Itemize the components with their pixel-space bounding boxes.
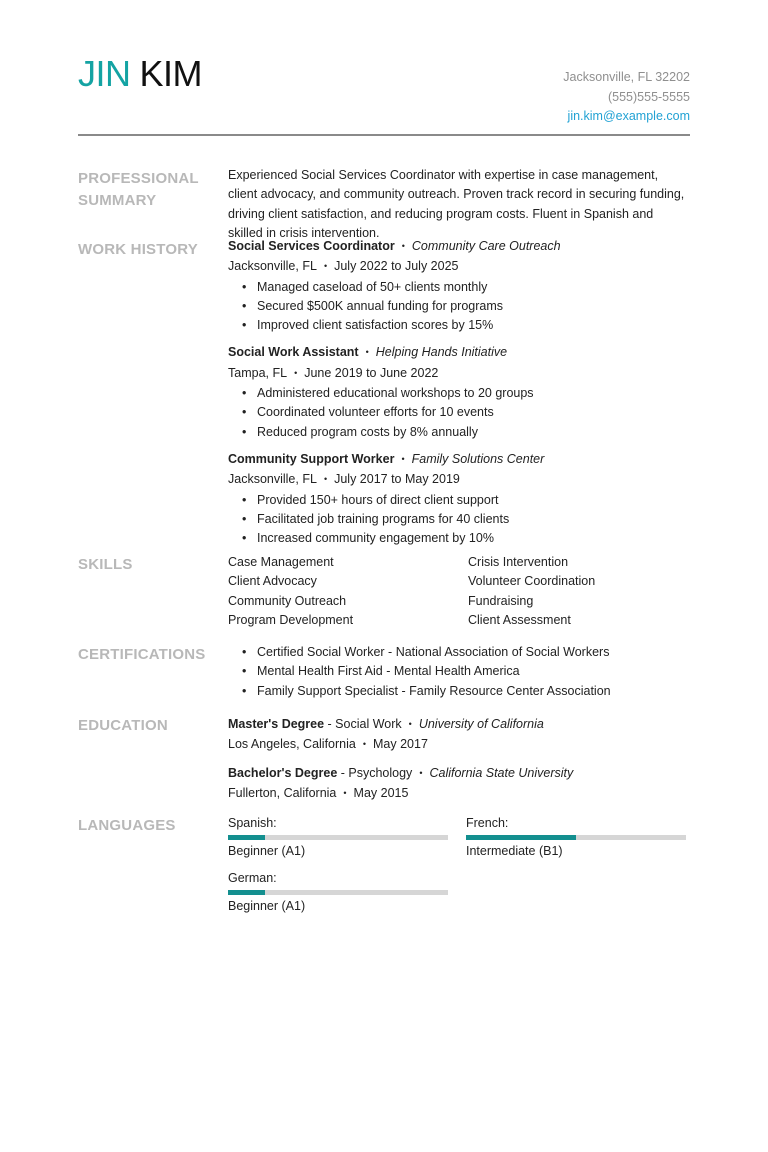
work-history-heading: WORK HISTORY <box>78 241 198 258</box>
education-entry <box>228 715 690 756</box>
language-entry <box>228 814 466 861</box>
separator-dot: • <box>362 739 367 750</box>
certification-item: • Mental Health First Aid - Mental Health America <box>257 662 690 681</box>
separator-dot: • <box>323 261 328 272</box>
separator-dot: • <box>365 347 369 358</box>
graduation-date: May 2015 <box>353 785 409 800</box>
degree: Master's Degree <box>228 717 325 731</box>
candidate-name <box>78 52 202 96</box>
certification-item: • Certified Social Worker - National Association of Social Workers <box>257 643 690 662</box>
job-dates: July 2017 to May 2019 <box>334 472 460 487</box>
language-entry <box>228 869 466 916</box>
education-body <box>228 715 690 812</box>
job-organization: Community Care Outreach <box>411 239 561 253</box>
job-bullet: • Facilitated job training programs for 40 clients <box>257 510 690 529</box>
job-bullet: • Reduced program costs by 8% annually <box>257 423 690 442</box>
job-bullets <box>228 384 690 442</box>
job-bullet: • Secured $500K annual funding for programs <box>257 297 690 316</box>
skill-item: Fundraising <box>468 593 534 608</box>
job-title: Social Work Assistant <box>228 345 359 360</box>
job-title: Community Support Worker <box>228 451 395 466</box>
separator-dot: • <box>401 453 405 464</box>
resume-header <box>78 0 690 136</box>
skill-item: Community Outreach <box>228 593 347 608</box>
summary-body <box>228 166 690 243</box>
job-bullet: • Managed caseload of 50+ clients monthly <box>257 278 690 297</box>
job-entry <box>228 237 690 335</box>
language-name: Spanish: <box>228 816 277 830</box>
certification-list <box>228 643 690 701</box>
skill-item: Program Development <box>228 612 354 627</box>
summary-heading: PROFESSIONAL SUMMARY <box>78 170 199 209</box>
skills-heading: SKILLS <box>78 556 133 573</box>
graduation-date: May 2017 <box>373 737 428 752</box>
degree-field: - Psychology <box>337 765 413 780</box>
job-title: Social Services Coordinator <box>228 239 395 253</box>
proficiency-bar <box>228 835 448 840</box>
job-bullet: • Administered educational workshops to 20 groups <box>257 384 690 403</box>
job-location: Jacksonville, FL <box>228 259 317 274</box>
job-bullet: • Provided 150+ hours of direct client support <box>257 491 690 510</box>
proficiency-fill <box>228 890 265 895</box>
summary-text: Experienced Social Services Coordinator with expertise in case management, client advocacy, and community outreach. Proven track record in securing funding, driving client satisfaction, and reducing program costs. Fluent in Spanish and skilled in crisis intervention. <box>228 168 685 240</box>
skill-item: Case Management <box>228 555 334 569</box>
skill-item: Client Assessment <box>468 612 571 627</box>
job-bullets <box>228 491 690 549</box>
degree-field: - Social Work <box>324 717 402 731</box>
separator-dot: • <box>323 474 328 485</box>
skill-item: Crisis Intervention <box>468 555 569 569</box>
school-location: Los Angeles, California <box>228 737 356 752</box>
job-bullet: • Improved client satisfaction scores by 15% <box>257 316 690 335</box>
contact-email[interactable]: jin.kim@example.com <box>567 109 690 123</box>
job-entry <box>228 450 690 548</box>
skill-item: Volunteer Coordination <box>468 574 596 589</box>
degree: Bachelor's Degree <box>228 765 338 780</box>
language-name: French: <box>466 816 509 830</box>
proficiency-bar <box>466 835 686 840</box>
language-entry <box>466 814 690 861</box>
job-organization: Helping Hands Initiative <box>375 345 508 360</box>
education-entry <box>228 764 690 805</box>
language-level: Intermediate (B1) <box>466 844 563 858</box>
separator-dot: • <box>401 241 405 251</box>
school-name: University of California <box>418 717 544 731</box>
first-name: JIN <box>78 53 131 94</box>
language-level: Beginner (A1) <box>228 899 306 913</box>
contact-block <box>563 68 690 127</box>
job-location: Jacksonville, FL <box>228 472 317 487</box>
separator-dot: • <box>408 719 412 729</box>
separator-dot: • <box>419 767 423 778</box>
school-location: Fullerton, California <box>228 785 337 800</box>
job-dates: June 2019 to June 2022 <box>304 365 439 380</box>
languages-grid <box>228 814 690 916</box>
job-organization: Family Solutions Center <box>411 451 545 466</box>
education-heading: EDUCATION <box>78 717 168 734</box>
skill-item: Client Advocacy <box>228 574 317 589</box>
work-history-body <box>228 237 690 556</box>
proficiency-fill <box>228 835 265 840</box>
job-bullet: • Increased community engagement by 10% <box>257 529 690 548</box>
separator-dot: • <box>294 367 298 378</box>
job-location: Tampa, FL <box>228 365 288 380</box>
proficiency-fill <box>466 835 576 840</box>
skills-grid <box>228 553 690 630</box>
language-name: German: <box>228 871 277 885</box>
proficiency-bar <box>228 890 448 895</box>
language-level: Beginner (A1) <box>228 844 306 858</box>
separator-dot: • <box>343 787 347 798</box>
job-dates: July 2022 to July 2025 <box>334 259 459 274</box>
job-bullets <box>228 278 690 336</box>
contact-address: Jacksonville, FL 32202 <box>563 70 690 84</box>
certifications-heading: CERTIFICATIONS <box>78 646 206 663</box>
school-name: California State University <box>429 765 574 780</box>
last-name: KIM <box>139 53 203 94</box>
job-entry <box>228 343 690 441</box>
job-bullet: • Coordinated volunteer efforts for 10 events <box>257 403 690 422</box>
resume-page <box>78 0 690 913</box>
contact-phone: (555)555-5555 <box>607 89 690 104</box>
certifications-body <box>228 643 690 701</box>
certification-item: • Family Support Specialist - Family Resource Center Association <box>257 682 690 701</box>
languages-heading: LANGUAGES <box>78 817 176 834</box>
